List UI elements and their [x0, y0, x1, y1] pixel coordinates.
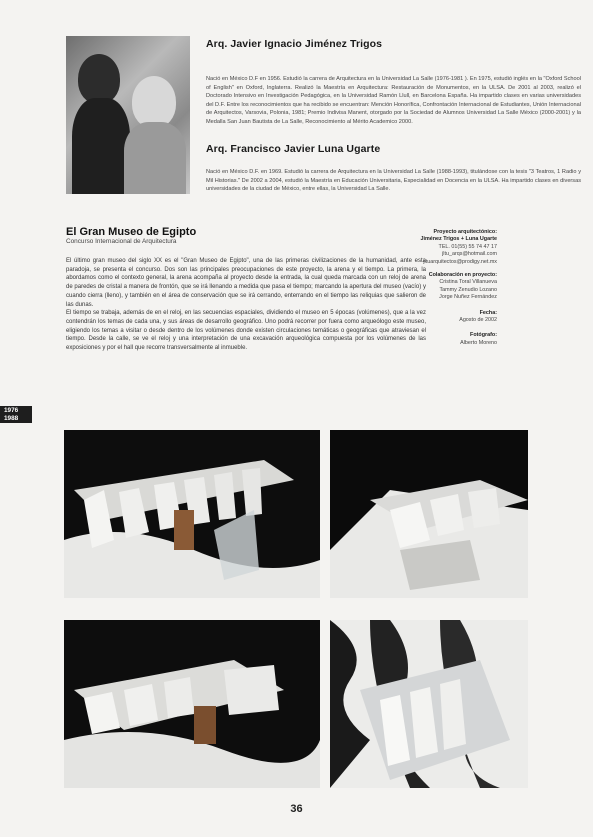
collaborator-3: Jorge Nuñez Fernández	[439, 294, 497, 301]
architects-portrait-photo	[66, 36, 190, 194]
credits-collab-label: Colaboración en proyecto:	[428, 272, 497, 279]
portrait-body-left	[72, 98, 130, 194]
credits-tel: TEL. 01(55) 55 74 47 17	[438, 243, 497, 250]
collaborator-2: Tammy Zenudio Lozano	[439, 286, 497, 293]
year-tab	[0, 406, 32, 423]
architect-2-name: Arq. Francisco Javier Luna Ugarte	[206, 143, 381, 155]
credits-email-2: jltuarquitectos@prodigy.net.mx	[423, 258, 497, 265]
credits-email-1: jltu_arqs@hotmail.com	[442, 251, 497, 258]
architect-2-bio: Nació en México D.F. en 1969. Estudió la carrera de Arquitectura en la Universidad La Salle (1988-1993), titulándose con la tesis "3 Teatros, 1 Radio y Mil Historias." De 2002 a 2004, estudió la Maestría en Educación Universitaria, Especialidad en Docencia en la ULSA. Ha impartido clases en diversas universidades de la ciudad de México, entre ellas, la Universidad La Salle.	[206, 169, 581, 193]
credits-project-label: Proyecto arquitectónico:	[433, 229, 497, 235]
architect-1-bio: Nació en México D.F en 1956. Estudió la carrera de Arquitectura en la Universidad La Salle (1976-1981 ). En 1975, estudió inglés en la "Oxford School of English" en Oxford, Inglaterra. Realizó la Maestría en Arquitectura: Restauración de Monumentos, en la ULSA. De 2001 al 2003, realizó el Doctorado Intensivo en Investigación Pedagógica, en la Universidad Ramón Llull, en Barcelona España. Ha impartido clases en varias universidades del D.F. Entre los reconocimientos que ha recibido se encuentran: Mención Honorífica, Confrontación Internacional de Estudiantes, Unión Internacional de Arquitectos, Varsovia, Polonia, 1981; Premio Indivisa Manent, otorgado por la Sociedad de Alumnos Universidad La Salle México (2000-2001) y la Medalla San Juan Bautista de La Salle, Reconocimiento al Mérito Academico 2000.	[206, 76, 581, 125]
architect-1-name: Arq. Javier Ignacio Jiménez Trigos	[206, 38, 383, 50]
project-subtitle: Concurso Internacional de Arquitectura	[66, 238, 177, 245]
portrait-figure-left	[78, 54, 120, 104]
page-number: 36	[290, 803, 303, 815]
model-photo-2	[330, 430, 528, 598]
credits-project-names: Jiménez Trigos + Luna Ugarte	[420, 236, 497, 243]
credits-date-label: Fecha:	[479, 309, 497, 316]
description-paragraph-2: El tiempo se trabaja, además de en el reloj, en las secuencias espaciales, dividiendo el museo en 5 épocas (volúmenes), que a la vez contendrán los temas de cada una, y sus áreas de desarrollo geográfico. Uno podrá recorrer por fuera como arqueólogo este museo, eligiendo los temas a visitar o desde dentro de los volúmenes donde existen circulaciones temáticas o geográficas que atraviesan el tiempo. Desde la calle, se ve el reloj y una interpretación de una excavación arqueológica compuesta por los volúmenes de las exposiciones y por el hall que recorre transversalmente al inmueble.	[66, 310, 426, 352]
model-photo-4	[330, 620, 528, 788]
project-credits	[367, 229, 497, 347]
model-photo-1	[64, 430, 320, 598]
project-title: El Gran Museo de Egipto	[66, 226, 197, 238]
credits-photographer: Alberto Moreno	[460, 339, 497, 346]
year-tab-start: 1976	[4, 407, 19, 414]
portrait-body-right	[124, 122, 186, 194]
year-tab-end: 1988	[4, 414, 19, 422]
model-photo-2-art	[330, 430, 528, 598]
model-photo-3	[64, 620, 320, 788]
model-photo-3-art	[64, 620, 320, 788]
model-photo-4-art	[330, 620, 528, 788]
model-photo-1-art	[64, 430, 320, 598]
credits-photo-label: Fotógrafo:	[470, 332, 497, 339]
credits-date: Agosto de 2002	[459, 317, 497, 324]
description-paragraph-1: El último gran museo del siglo XX es el "Gran Museo de Egipto", una de las primeras civilizaciones de la humanidad, ante esta paradoja, se presenta el concurso. Dos son las principales preocupaciones de este proyecto, la arena y el tiempo. La primera, la abordamos como el contexto general, la arena acompaña al proyecto desde la entrada, la cual queda marcada con un reloj de arena de paredes de cristal a manera de frontón, que se irá llenando a medida que pasa el tiempo; marcando la apertura del museo (vacío) y cuando cierra (lleno), y también en el área de conservación que se irá cerrando, enterrando en el tiempo las reliquias que salieron de las dunas.	[66, 258, 426, 308]
collaborator-1: Cristina Toral Villanueva	[439, 279, 497, 286]
portrait-figure-right	[132, 76, 176, 128]
